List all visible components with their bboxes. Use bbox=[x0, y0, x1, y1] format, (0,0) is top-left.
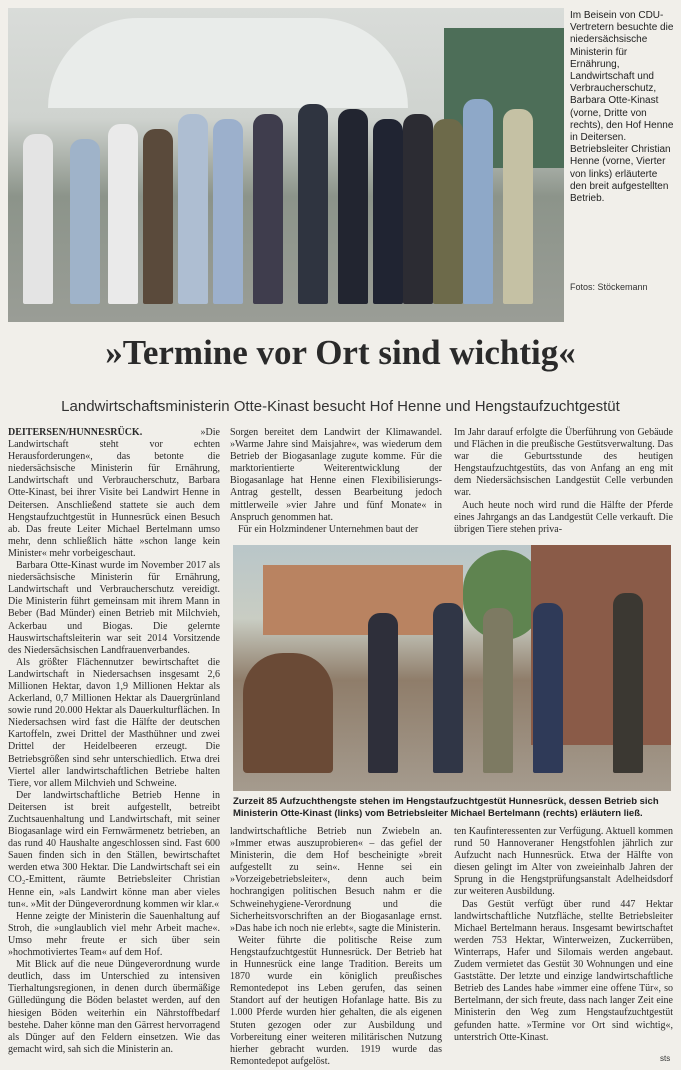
stud-farm-photo bbox=[233, 545, 671, 791]
paragraph: Als größter Flächennutzer bewirtschaftet die Landwirtschaft in Niedersachsen insgesamt 2,6 Millionen Hektar, davon 1,9 Millionen Hektar als Ackerland, 0,7 Millionen Hektar als Dauergrünland sowie rund 20.000 Hektar als Dauerkulturflächen. In Niedersachsen wird fast die Hälfte der deutschen Kartoffeln, zwei Drittel der Masthühner und zwei Drittel der Heidelbeeren erzeugt. Die Betriebsgrößen sind sehr unterschiedlich. Etwa drei Viertel aller landwirtschaftlichen Betriebe halten Tiere, vor allem Milchvieh und Schweine. bbox=[8, 656, 220, 789]
paragraph: Henne zeigte der Ministerin die Sauenhaltung auf Stroh, die »unglaublich viel mehr Arbeit mache«. Umso mehr freute er sich über sein »hochmotiviertes Team« auf dem Hof. bbox=[8, 910, 220, 959]
paragraph: Sorgen bereitet dem Landwirt der Klimawandel. »Warme Jahre sind Maisjahre«, was wiederum dem Betrieb der Biogasanlage zugute komme. Für die marktorientierte Weiterentwicklung der Biogasanlage hat Henne einen Flexibilisierungs-Antrag gestellt, dessen Bearbeitung jedoch mittlerweile »vier Jahre und fünf Monate« in Anspruch genommen hat. bbox=[230, 427, 442, 523]
paragraph: Weiter führte die politische Reise zum Hengstaufzuchtgestüt Hunnesrück. Der Betrieb hat in Hunnesrück eine lange Tradition. Bereits um 1870 wurde ein königlich preußisches Remontedepot ins Leben gerufen, das seinen Standort auf der heutigen Hofanlage hatte. Bis zu 1.000 Pferde wurden hier gehalten, die als eigenen Stuten gezogen oder zur Ausbildung und Vorbereitung einer weiteren militärischen Nutzung hierher gebracht wurden. 1919 wurde das Remontedepot aufgelöst. bbox=[230, 934, 442, 1067]
paragraph: Das Gestüt verfügt über rund 447 Hektar landwirtschaftliche Nutzfläche, stellte Betriebsleiter Michael Bertelmann heraus. Insgesamt bewirtschaftet werden 753 Hektar, Winterweizen, Zuckerrüben, Winterraps, Hafer und Silomais werden angebaut. Zudem vermietet das Gestüt 30 Wohnungen und eine Gaststätte. Der letzte und einzige landwirtschaftliche Betrieb des Landes habe »immer eine offene Tür«, so Bertelmann, der sich freute, dass nach langer Zeit eine Ministerin den Weg zum Hengstaufzuchtgestüt gefunden hatte. »Termine vor Ort sind wichtig«, unterstrich Otte-Kinast. bbox=[454, 898, 673, 1043]
headline: »Termine vor Ort sind wichtig« bbox=[105, 333, 576, 372]
top-photo-caption: Im Beisein von CDU-Vertretern besuchte die niedersächsische Ministerin für Ernährung, Landwirtschaft und Verbraucherschutz, Barbara Otte-Kinast (vorne, Dritte von rechts), den Hof Henne in Deitersen. Betriebsleiter Christian Henne (vorne, Vierter von links) erläuterte den breit aufgestellten Betrieb. bbox=[570, 10, 674, 205]
middle-photo-caption: Zurzeit 85 Aufzuchthengste stehen im Hengstaufzuchtgestüt Hunnesrück, dessen Betrieb sich Ministerin Otte-Kinast (links) vom Betriebsleiter Michael Bertelmann (rechts) erläutern ließ. bbox=[233, 796, 659, 819]
paragraph: Mit Blick auf die neue Düngeverordnung wurde deutlich, dass im Unterschied zu intensiven Tierhaltungsregionen, in denen durch übermäßige Gülledüngung die Böden belastet werden, auf den hiesigen Böden weiterhin ein Nährstoffbedarf bestehe. Daher könne man den Gärrest hervorragend als Dünger auf den Feldern einsetzen. Wie das gemacht wird, sah sich die Ministerin an. bbox=[8, 959, 220, 1055]
column-1 bbox=[8, 427, 220, 1063]
group-photo bbox=[8, 8, 564, 322]
author-mark: sts bbox=[660, 1054, 671, 1063]
column-3-top bbox=[454, 427, 673, 537]
paragraph: Im Jahr darauf erfolgte die Überführung von Gebäude und Flächen in die preußische Gestütsverwaltung. Das war die Geburtsstunde des heutigen Hengstaufzuchtgestüts, das von Anfang an eng mit dem Niedersächsischen Landgestüt Celle verbunden war. bbox=[454, 427, 673, 499]
paragraph: ten Kaufinteressenten zur Verfügung. Aktuell kommen rund 50 Hannoveraner Hengstfohlen jährlich zur Aufzucht nach Hunnesrück. Etwa der Hälfte von diesen gelingt im Alter von zweieinhalb Jahren der Sprung in die Hengstprüfungsanstalt Adelheidsdorf zur weiteren Ausbildung. bbox=[454, 826, 673, 898]
paragraph: Der landwirtschaftliche Betrieb Henne in Deitersen ist breit aufgestellt, betreibt Zuchtsauenhaltung und Landwirtschaft, mit seiner Biogasanlage wird ein Fernwärmenetz betrieben, an das rund 40 Haushalte angeschlossen sind. Fast 600 Sauen finden sich in den Ställen, bewirtschaftet werden etwa 300 Hektar. Die Landwirtschaft sei ein CO₂-Emittent, räumte Betriebsleiter Christian Henne ein, »als Landwirt könne man aber vieles tun«. »Mit der Düngeverordnung kommen wir klar.« bbox=[8, 789, 220, 910]
column-3-bottom bbox=[454, 826, 673, 1063]
paragraph: landwirtschaftliche Betrieb nun Zwiebeln an. »Immer etwas auszuprobieren« – das gefiel der Ministerin, die dem Hof bescheinigte »breit aufgestellt zu sein«. Henne sei ein »Vorzeigebetriebsleiter«, denn auch beim hochrangigen politischen Besuch nahm er die Schweinehygiene-Verordnung und die Sicherheitsvorschriften an der Biogasanlage ernst. »Das habe ich noch nie erlebt«, sagte die Ministerin. bbox=[230, 826, 442, 934]
paragraph: Auch heute noch wird rund die Hälfte der Pferde eines Jahrgangs an das Landgestüt Celle verkauft. Die übrigen Tiere stehen priva- bbox=[454, 499, 673, 535]
paragraph: Für ein Holzmindener Unternehmen baut der bbox=[238, 523, 419, 535]
paragraph: Barbara Otte-Kinast wurde im November 2017 als niedersächsische Ministerin für Ernährung, Landwirtschaft und Verbraucherschutz vereidigt. Die Ministerin führt gemeinsam mit ihrem Mann in Beber (Bad Münder) einen Betrieb mit Milchvieh, Ackerbau und Biogas. Die gelernte Hauswirtschaftsleiterin war seit 2014 Vorsitzende des Niedersächsischen Landfrauenverbandes. bbox=[8, 560, 220, 656]
biogas-tent bbox=[48, 18, 408, 108]
subheadline: Landwirtschaftsministerin Otte-Kinast besucht Hof Henne und Hengstaufzuchtgestüt bbox=[61, 398, 620, 415]
dateline: DEITERSEN/HUNNESRÜCK. bbox=[8, 427, 143, 438]
column-2-bottom bbox=[230, 826, 442, 1067]
photo-credit: Fotos: Stöckemann bbox=[570, 282, 648, 292]
paragraph: »Die Landwirtschaft steht vor echten Herausforderungen«, das betonte die niedersächsische Ministerin für Ernährung, Landwirtschaft und Verbraucherschutz, Barbara Otte-Kinast, bei ihrer Visite bei Landwirt Henne in Deitersen. Anschließend stattete sie auch dem Hengstaufzuchtgestüt in Hunnesrück einen Besuch ab. Das freute Leiter Michael Bertelmann umso mehr, denn schließlich hätte »schon lange kein Minister« mehr vorbeigeschaut. bbox=[8, 427, 220, 559]
column-2-top bbox=[230, 427, 442, 537]
